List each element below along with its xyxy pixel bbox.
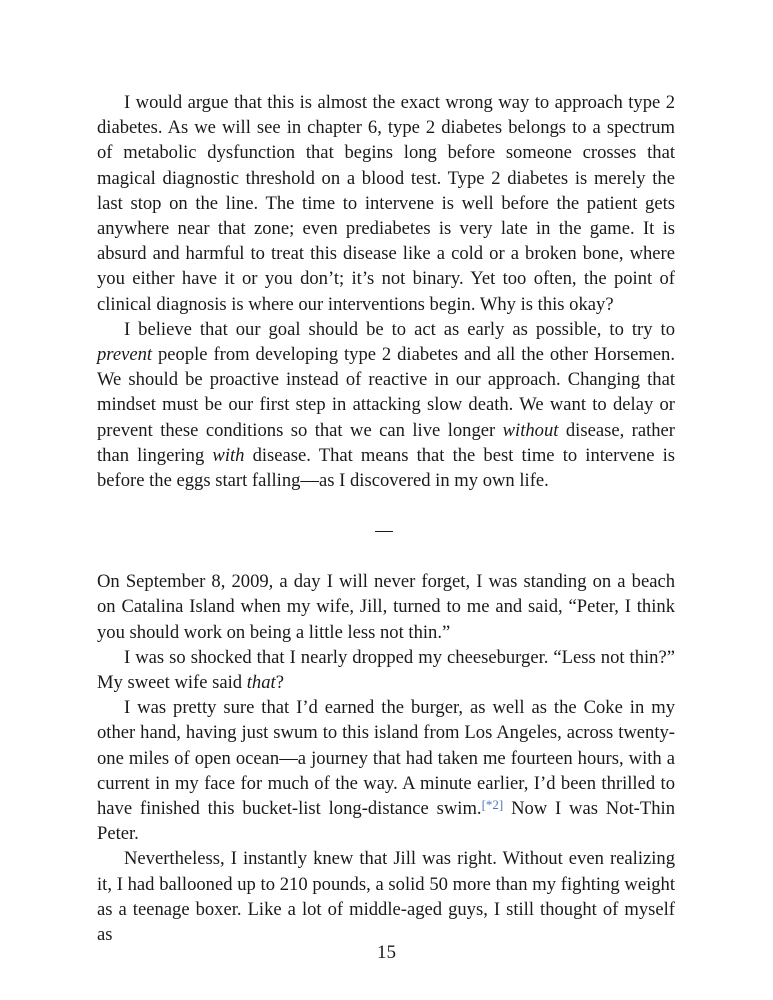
paragraph-shocked-cheeseburger bbox=[97, 645, 675, 695]
section-break bbox=[97, 493, 675, 569]
emphasis-without: without bbox=[502, 419, 559, 441]
paragraph-type2-diabetes-argument: I would argue that this is almost the exact wrong way to approach type 2 diabetes. As we will see in chapter 6, type 2 diabetes belongs to a spectrum of metabolic dysfunction that begins long before someone crosses that magical diagnostic threshold on a blood test. Type 2 diabetes is merely the last stop on the line. The time to intervene is well before the patient gets anywhere near that zone; even prediabetes is very late in the game. It is absurd and harmful to treat this disease like a cold or a broken bone, where you either have it or you don’t; it’s not binary. Yet too often, the point of clinical diagnosis is where our interventions begin. Why is this okay? bbox=[97, 92, 675, 315]
section-break-dash bbox=[375, 531, 393, 532]
text-run: I was so shocked that I nearly dropped my cheeseburger. “Less not thin?” My sweet wife said bbox=[97, 646, 675, 694]
footnote-link[interactable]: [*2] bbox=[481, 797, 504, 813]
paragraph-earned-burger bbox=[97, 695, 675, 846]
paragraph-prevention-goal bbox=[97, 317, 675, 493]
page-number: 15 bbox=[377, 942, 396, 963]
emphasis-prevent: prevent bbox=[97, 344, 153, 366]
emphasis-that: that bbox=[246, 672, 276, 694]
book-page-body bbox=[97, 90, 675, 947]
text-run: disease, rather than lingering bbox=[97, 419, 676, 466]
text-run: disease. That means that the best time to intervene is before the eggs start falling—as I discovered in my own life. bbox=[97, 444, 675, 492]
text-run: I was pretty sure that I’d earned the burger, as well as the Coke in my other hand, having just swum to this island from Los Angeles, across twenty-one miles of open ocean—a journey that had taken me fourteen hours, with a current in my face for much of the way. A minute earlier, I’d been thrilled to have finished this bucket-list long-distance swim. bbox=[97, 697, 675, 820]
text-run: people from developing type 2 diabetes and all the other Horsemen. We should be proactive instead of reactive in our approach. Changing that mindset must be our first step in attacking slow death. We want to delay or prevent these conditions so that we can live longer bbox=[97, 344, 675, 441]
text-run: Now I was Not-Thin Peter. bbox=[97, 798, 675, 845]
paragraph-catalina-beach: On September 8, 2009, a day I will never forget, I was standing on a beach on Catalina Island when my wife, Jill, turned to me and said, “Peter, I think you should work on being a little less not thin.” bbox=[97, 571, 675, 643]
text-run: ? bbox=[275, 672, 284, 694]
text-run: I believe that our goal should be to act as early as possible, to try to bbox=[124, 318, 675, 340]
emphasis-with: with bbox=[212, 444, 245, 466]
paragraph-jill-was-right: Nevertheless, I instantly knew that Jill was right. Without even realizing it, I had ballooned up to 210 pounds, a solid 50 more than my fighting weight as a teenage boxer. Like a lot of middle-aged guys, I still thought of myself as bbox=[97, 848, 675, 946]
